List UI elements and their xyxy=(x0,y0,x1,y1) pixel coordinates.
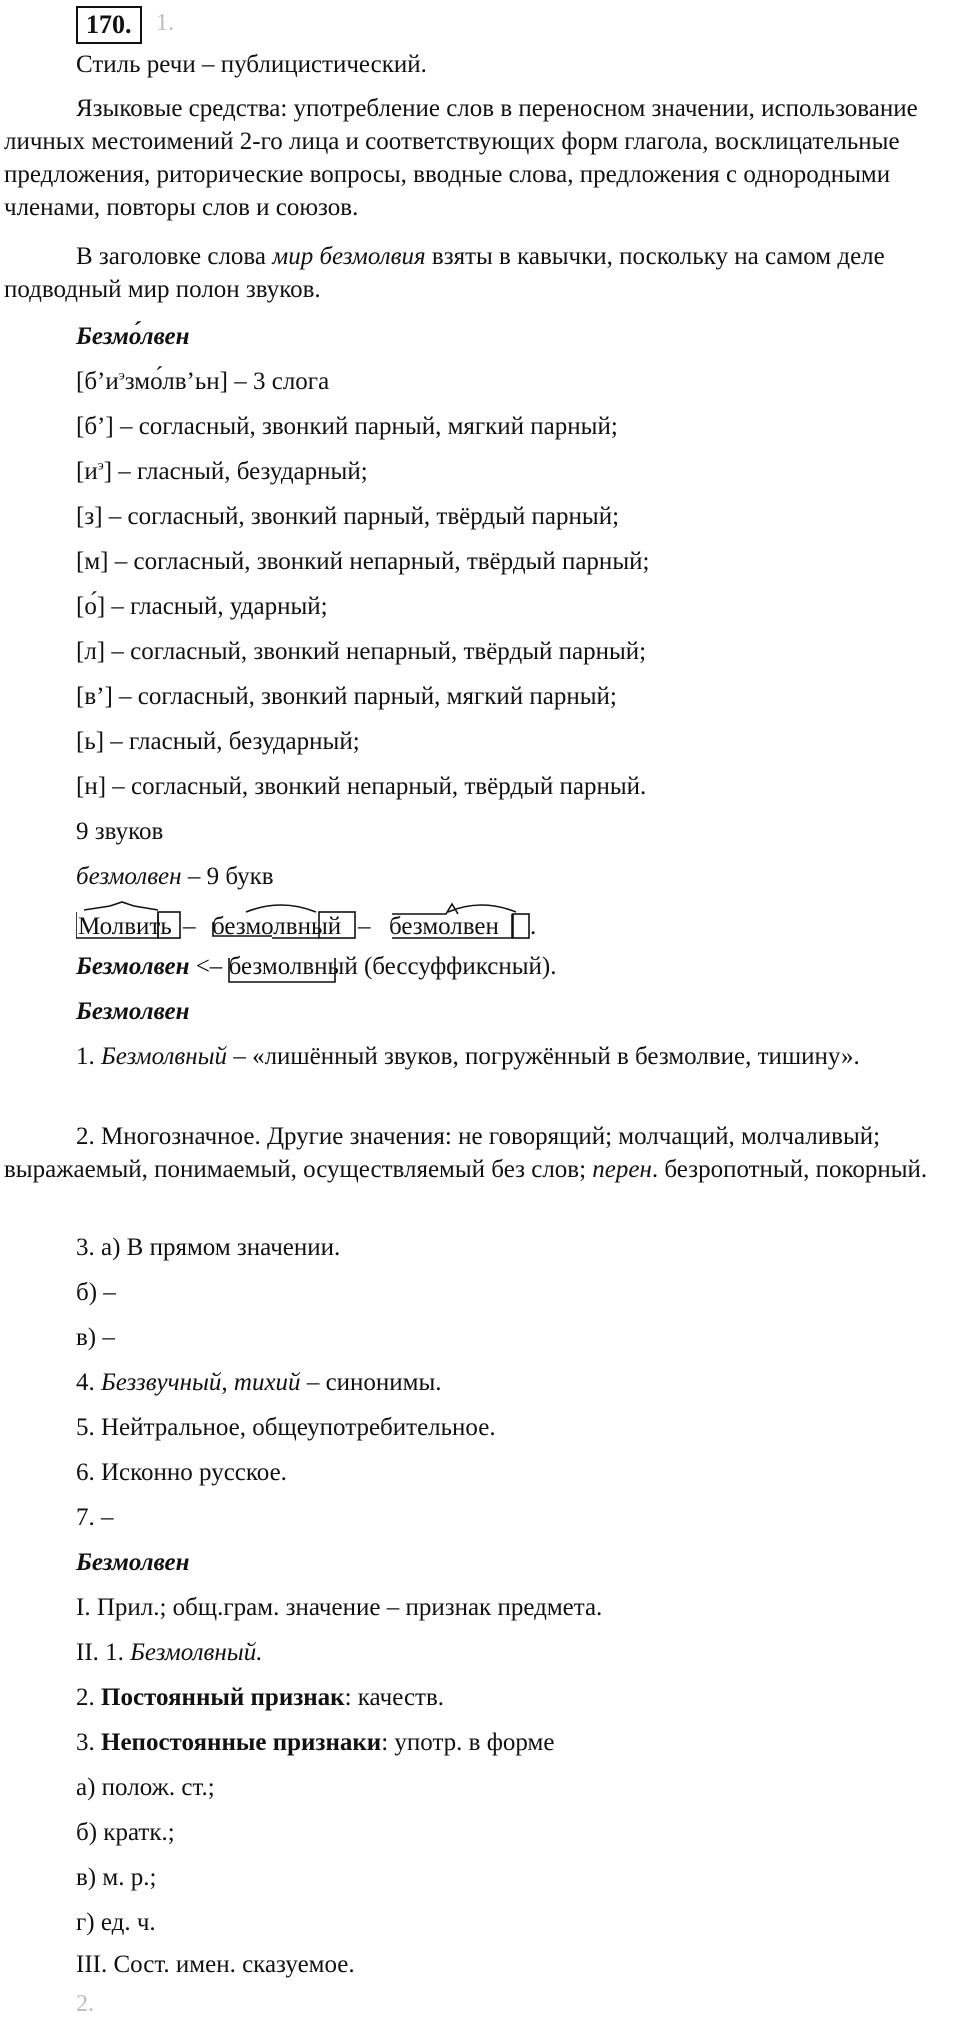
morph-row-5: а) полож. ст.; xyxy=(76,1774,215,1801)
title-italic-phrase: мир безмолвия xyxy=(272,243,426,270)
phonetic-heading: Безмо́лвен xyxy=(76,323,190,350)
word-formation-chain xyxy=(76,900,636,944)
lexical-heading: Безмолвен xyxy=(76,998,190,1025)
morph-row-6: б) кратк.; xyxy=(76,1819,175,1846)
sound-line: [ь] – гласный, безударный; xyxy=(76,728,360,755)
lexical-point-5: 5. Нейтральное, общеупотребительное. xyxy=(76,1414,496,1441)
task-number: 170. xyxy=(76,6,142,44)
base-word-marked: безмолвный xyxy=(229,952,358,982)
morph-row-9: III. Сост. имен. сказуемое. xyxy=(76,1951,355,1978)
style-line: Стиль речи – публицистический. xyxy=(76,51,427,78)
morph-row-2: II. 1. Безмолвный. xyxy=(76,1639,263,1666)
subtask-number-1: 1. xyxy=(156,10,174,36)
lexical-point-6: 6. Исконно русское. xyxy=(76,1459,287,1486)
subtask-number-2: 2. xyxy=(76,1991,94,2017)
transcription-line: $[б’и^эзмо́лв’ьн] - 3$ слога xyxy=(76,368,330,395)
lexical-point-4: 4. Беззвучный, тихий – синонимы. xyxy=(76,1369,442,1396)
lexical-point-7: 7. – xyxy=(76,1504,114,1531)
letter-count: безмолвен – 9 букв xyxy=(76,863,274,890)
sound-line: [л] – согласный, звонкий непарный, твёрдый парный; xyxy=(76,638,647,665)
morphological-heading: Безмолвен xyxy=(76,1549,190,1576)
root-arc-mark xyxy=(448,905,516,912)
morph-row-8: г) ед. ч. xyxy=(76,1909,156,1936)
chain-dash-2: – xyxy=(358,913,371,940)
suffix-arc-mark xyxy=(84,902,158,910)
root-arc-mark xyxy=(246,905,316,912)
sound-line: [м] – согласный, звонкий непарный, твёрдый парный; xyxy=(76,548,650,575)
zero-ending-mark xyxy=(513,914,529,938)
sound-line: $[и^э]$ – гласный, безударный; xyxy=(76,458,368,485)
base-stem-mark xyxy=(227,950,337,984)
title-explanation-paragraph: В заголовке слова мир безмолвия взяты в кавычки, поскольку на самом деле подводный мир полон звуков. xyxy=(4,243,885,303)
sound-line: [н] – согласный, звонкий непарный, твёрдый парный. xyxy=(76,773,647,800)
language-means-paragraph: Языковые средства: употребление слов в переносном значении, использование личных местоимений 2-го лица и соответствующих форм глагола, восклицательные предложения, риторические вопросы, вводные слова, предложения с однородными членами, повторы слов и союзов. xyxy=(4,95,918,221)
lexical-point-2: 2. Многозначное. Другие значения: не говорящий; молчащий, молчаливый; выражаемый, понимаемый, осуществляемый без слов; перен. безропотный, покорный. xyxy=(4,1123,928,1183)
chain-word-1: Молвить xyxy=(78,913,172,940)
sound-count: 9 звуков xyxy=(76,818,164,845)
lexical-point-3b: б) – xyxy=(76,1279,116,1306)
chain-end: . xyxy=(530,913,537,940)
chain-word-2: безмолвный xyxy=(212,913,342,940)
chain-word-3: безмолвен xyxy=(389,913,499,940)
sound-line: [з] – согласный, звонкий парный, твёрдый парный; xyxy=(76,503,620,530)
sound-line: [б’] – согласный, звонкий парный, мягкий парный; xyxy=(76,413,618,440)
sound-line: [о́] – гласный, ударный; xyxy=(76,593,328,620)
derivation-line: Безмолвен <– безмолвный (бессуффиксный). xyxy=(76,952,557,982)
sound-line: [в’] – согласный, звонкий парный, мягкий парный; xyxy=(76,683,617,710)
morph-row-3: 2. Постоянный признак: качеств. xyxy=(76,1684,445,1711)
lexical-point-3a: 3. а) В прямом значении. xyxy=(76,1234,341,1261)
morph-row-4: 3. Непостоянные признаки: употр. в форме xyxy=(76,1729,555,1756)
chain-dash-1: – xyxy=(183,913,196,940)
morph-row-1: I. Прил.; общ.грам. значение – признак предмета. xyxy=(76,1594,603,1621)
lexical-point-1: 1. Безмолвный – «лишённый звуков, погружённый в безмолвие, тишину». xyxy=(76,1043,860,1070)
lexical-point-3c: в) – xyxy=(76,1324,115,1351)
morph-row-7: в) м. р.; xyxy=(76,1864,157,1891)
